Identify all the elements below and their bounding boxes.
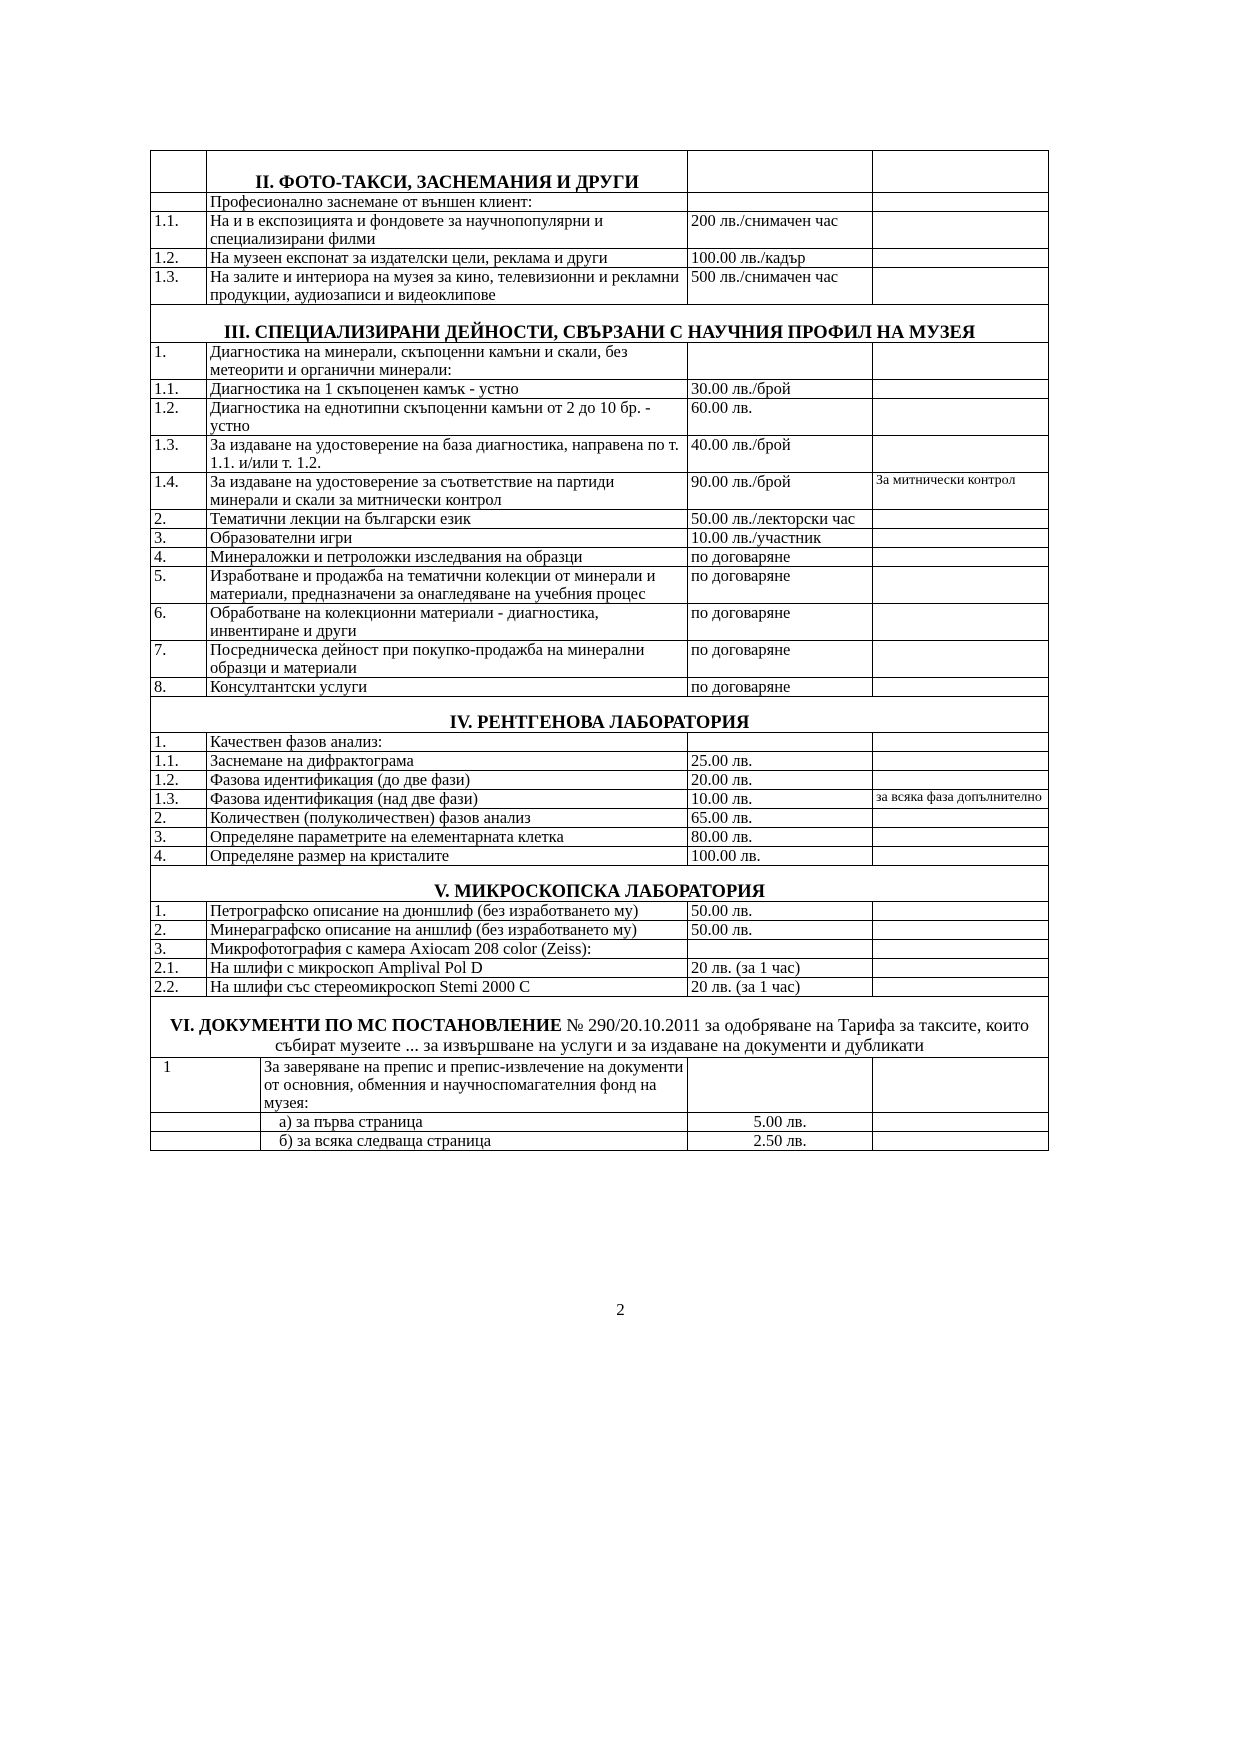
table-row bbox=[151, 641, 1049, 678]
item-price: по договаряне bbox=[688, 548, 873, 567]
item-number: 2. bbox=[151, 809, 207, 828]
table-row bbox=[151, 771, 1049, 790]
item-price: 65.00 лв. bbox=[688, 809, 873, 828]
item-description: Фазова идентификация (до две фази) bbox=[207, 771, 688, 790]
table-row bbox=[151, 733, 1049, 752]
item-price: 5.00 лв. bbox=[688, 1113, 873, 1132]
item-price: 60.00 лв. bbox=[688, 399, 873, 436]
page-number: 2 bbox=[616, 1300, 625, 1319]
empty-cell bbox=[151, 151, 207, 193]
table-row bbox=[151, 399, 1049, 436]
item-description: Минераложки и петроложки изследвания на образци bbox=[207, 548, 688, 567]
table-row bbox=[151, 343, 1049, 380]
item-number: 2.1. bbox=[151, 959, 207, 978]
item-description: а) за първа страница bbox=[261, 1113, 688, 1132]
item-note bbox=[873, 380, 1049, 399]
item-note bbox=[873, 921, 1049, 940]
section-title: V. МИКРОСКОПСКА ЛАБОРАТОРИЯ bbox=[151, 866, 1049, 902]
item-note bbox=[873, 343, 1049, 380]
item-note bbox=[873, 510, 1049, 529]
table-row bbox=[151, 604, 1049, 641]
item-number: 3. bbox=[151, 828, 207, 847]
item-description: Тематични лекции на български език bbox=[207, 510, 688, 529]
item-number: 8. bbox=[151, 678, 207, 697]
section-title-rest: № 290/20.10.2011 за одобряване на Тарифа за таксите, които събират музеите ... за извършване на услуги и за издаване на документи и дубликати bbox=[274, 1015, 1029, 1055]
table-row bbox=[151, 978, 1049, 997]
item-number: 1. bbox=[151, 902, 207, 921]
table-row bbox=[151, 510, 1049, 529]
item-number: 1. bbox=[151, 343, 207, 380]
item-note bbox=[873, 548, 1049, 567]
table-row bbox=[151, 902, 1049, 921]
item-description: Посредническа дейност при покупко-продажба на минерални образци и материали bbox=[207, 641, 688, 678]
table-row bbox=[151, 380, 1049, 399]
item-price: по договаряне bbox=[688, 678, 873, 697]
empty-cell bbox=[873, 1113, 1049, 1132]
item-description: За издаване на удостоверение на база диагностика, направена по т. 1.1. и/или т. 1.2. bbox=[207, 436, 688, 473]
section-header-row bbox=[151, 866, 1049, 902]
item-price: 20 лв. (за 1 час) bbox=[688, 959, 873, 978]
item-description: Диагностика на минерали, скъпоценни камъни и скали, без метеорити и органични минерали: bbox=[207, 343, 688, 380]
section-title bbox=[151, 997, 1049, 1058]
item-number: 2.2. bbox=[151, 978, 207, 997]
item-price: 50.00 лв. bbox=[688, 921, 873, 940]
section-header-row bbox=[151, 305, 1049, 343]
item-note: За митнически контрол bbox=[873, 473, 1049, 510]
item-number: 7. bbox=[151, 641, 207, 678]
table-row bbox=[151, 268, 1049, 305]
item-description: На и в експозицията и фондовете за научнопопулярни и специализирани филми bbox=[207, 212, 688, 249]
item-description: Образователни игри bbox=[207, 529, 688, 548]
section-title-bold: VI. ДОКУМЕНТИ ПО МС ПОСТАНОВЛЕНИЕ bbox=[170, 1015, 562, 1035]
table-row bbox=[151, 567, 1049, 604]
table-row bbox=[151, 828, 1049, 847]
item-number: 1.2. bbox=[151, 771, 207, 790]
item-number: 3. bbox=[151, 940, 207, 959]
item-number: 1 bbox=[151, 1058, 261, 1113]
item-description: На музеен експонат за издателски цели, реклама и други bbox=[207, 249, 688, 268]
item-price: 30.00 лв./брой bbox=[688, 380, 873, 399]
item-number: 1.1. bbox=[151, 380, 207, 399]
item-price bbox=[688, 733, 873, 752]
item-description: Заснемане на дифрактограма bbox=[207, 752, 688, 771]
tariff-table-body bbox=[151, 151, 1049, 1151]
item-price: 10.00 лв./участник bbox=[688, 529, 873, 548]
table-row bbox=[151, 193, 1049, 212]
item-price: 80.00 лв. bbox=[688, 828, 873, 847]
item-description: б) за всяка следваща страница bbox=[261, 1132, 688, 1151]
empty-cell bbox=[151, 193, 207, 212]
table-row bbox=[151, 1058, 1049, 1113]
empty-cell bbox=[688, 1058, 873, 1113]
item-price: 200 лв./снимачен час bbox=[688, 212, 873, 249]
item-note bbox=[873, 678, 1049, 697]
item-number: 4. bbox=[151, 847, 207, 866]
item-price: 25.00 лв. bbox=[688, 752, 873, 771]
table-row bbox=[151, 1132, 1049, 1151]
item-number: 1.3. bbox=[151, 436, 207, 473]
item-description: На шлифи със стереомикроскоп Stemi 2000 C bbox=[207, 978, 688, 997]
table-row bbox=[151, 959, 1049, 978]
item-description: Количествен (полуколичествен) фазов анализ bbox=[207, 809, 688, 828]
section-intro: Професионално заснемане от външен клиент: bbox=[207, 193, 688, 212]
item-note bbox=[873, 399, 1049, 436]
item-description: Качествен фазов анализ: bbox=[207, 733, 688, 752]
item-note bbox=[873, 752, 1049, 771]
item-description: Диагностика на 1 скъпоценен камък - устно bbox=[207, 380, 688, 399]
item-price: 500 лв./снимачен час bbox=[688, 268, 873, 305]
empty-cell bbox=[873, 193, 1049, 212]
item-note bbox=[873, 847, 1049, 866]
item-note bbox=[873, 902, 1049, 921]
item-price: 50.00 лв. bbox=[688, 902, 873, 921]
table-row bbox=[151, 473, 1049, 510]
empty-cell bbox=[873, 1132, 1049, 1151]
item-note bbox=[873, 529, 1049, 548]
table-row bbox=[151, 678, 1049, 697]
table-row bbox=[151, 212, 1049, 249]
table-row bbox=[151, 249, 1049, 268]
empty-cell bbox=[688, 193, 873, 212]
table-row bbox=[151, 847, 1049, 866]
table-row bbox=[151, 752, 1049, 771]
item-number: 1. bbox=[151, 733, 207, 752]
item-price: 2.50 лв. bbox=[688, 1132, 873, 1151]
item-description: Петрографско описание на дюншлиф (без изработването му) bbox=[207, 902, 688, 921]
item-price: 50.00 лв./лекторски час bbox=[688, 510, 873, 529]
item-description: За издаване на удостоверение за съответствие на партиди минерали и скали за митнически контрол bbox=[207, 473, 688, 510]
item-description: Фазова идентификация (над две фази) bbox=[207, 790, 688, 809]
empty-cell bbox=[151, 1113, 261, 1132]
item-price: 20 лв. (за 1 час) bbox=[688, 978, 873, 997]
item-description: Консултантски услуги bbox=[207, 678, 688, 697]
item-description: Минераграфско описание на аншлиф (без изработването му) bbox=[207, 921, 688, 940]
table-row bbox=[151, 436, 1049, 473]
item-number: 1.2. bbox=[151, 249, 207, 268]
item-number: 6. bbox=[151, 604, 207, 641]
item-description: Определяне размер на кристалите bbox=[207, 847, 688, 866]
item-note bbox=[873, 978, 1049, 997]
item-note bbox=[873, 249, 1049, 268]
item-description: Определяне параметрите на елементарната клетка bbox=[207, 828, 688, 847]
tariff-table bbox=[150, 150, 1049, 1151]
item-number: 5. bbox=[151, 567, 207, 604]
item-description: Изработване и продажба на тематични колекции от минерали и материали, предназначени за онагледяване на учебния процес bbox=[207, 567, 688, 604]
item-number: 2. bbox=[151, 510, 207, 529]
section-title: III. СПЕЦИАЛИЗИРАНИ ДЕЙНОСТИ, СВЪРЗАНИ С НАУЧНИЯ ПРОФИЛ НА МУЗЕЯ bbox=[151, 305, 1049, 343]
item-note bbox=[873, 268, 1049, 305]
item-number: 3. bbox=[151, 529, 207, 548]
item-note bbox=[873, 733, 1049, 752]
item-number: 2. bbox=[151, 921, 207, 940]
item-number: 1.1. bbox=[151, 752, 207, 771]
item-price bbox=[688, 940, 873, 959]
empty-cell bbox=[151, 1132, 261, 1151]
item-note bbox=[873, 641, 1049, 678]
item-description: Микрофотография с камера Axiocam 208 color (Zeiss): bbox=[207, 940, 688, 959]
item-description: Диагностика на еднотипни скъпоценни камъни от 2 до 10 бр. - устно bbox=[207, 399, 688, 436]
table-row bbox=[151, 940, 1049, 959]
item-price: 100.00 лв. bbox=[688, 847, 873, 866]
item-number: 1.4. bbox=[151, 473, 207, 510]
table-row bbox=[151, 809, 1049, 828]
table-row bbox=[151, 921, 1049, 940]
item-price: 20.00 лв. bbox=[688, 771, 873, 790]
tariff-document bbox=[150, 150, 1048, 1151]
item-description: На залите и интериора на музея за кино, телевизионни и рекламни продукции, аудиозаписи и видеоклипове bbox=[207, 268, 688, 305]
table-row bbox=[151, 529, 1049, 548]
item-price: по договаряне bbox=[688, 604, 873, 641]
item-note bbox=[873, 959, 1049, 978]
section-header-row bbox=[151, 697, 1049, 733]
item-price: 90.00 лв./брой bbox=[688, 473, 873, 510]
empty-cell bbox=[873, 1058, 1049, 1113]
item-number: 4. bbox=[151, 548, 207, 567]
item-note bbox=[873, 567, 1049, 604]
item-price: 100.00 лв./кадър bbox=[688, 249, 873, 268]
table-row bbox=[151, 548, 1049, 567]
item-price: по договаряне bbox=[688, 641, 873, 678]
item-note bbox=[873, 809, 1049, 828]
empty-cell bbox=[873, 151, 1049, 193]
item-number: 1.1. bbox=[151, 212, 207, 249]
item-price: по договаряне bbox=[688, 567, 873, 604]
item-price bbox=[688, 343, 873, 380]
item-number: 1.3. bbox=[151, 790, 207, 809]
section-title: IV. РЕНТГЕНОВА ЛАБОРАТОРИЯ bbox=[151, 697, 1049, 733]
item-description: Обработване на колекционни материали - диагностика, инвентиране и други bbox=[207, 604, 688, 641]
item-number: 1.3. bbox=[151, 268, 207, 305]
section-header-row bbox=[151, 151, 1049, 193]
item-note bbox=[873, 212, 1049, 249]
item-note: за всяка фаза допълнително bbox=[873, 790, 1049, 809]
empty-cell bbox=[688, 151, 873, 193]
table-row bbox=[151, 1113, 1049, 1132]
section-title: II. ФОТО-ТАКСИ, ЗАСНЕМАНИЯ И ДРУГИ bbox=[207, 151, 688, 193]
table-row bbox=[151, 790, 1049, 809]
item-price: 40.00 лв./брой bbox=[688, 436, 873, 473]
item-description: На шлифи с микроскоп Amplival Pol D bbox=[207, 959, 688, 978]
item-note bbox=[873, 436, 1049, 473]
item-note bbox=[873, 604, 1049, 641]
item-number: 1.2. bbox=[151, 399, 207, 436]
item-note bbox=[873, 940, 1049, 959]
item-description: За заверяване на препис и препис-извлечение на документи от основния, обменния и научноспомагателния фонд на музея: bbox=[261, 1058, 688, 1113]
section-header-row bbox=[151, 997, 1049, 1058]
item-note bbox=[873, 828, 1049, 847]
item-note bbox=[873, 771, 1049, 790]
item-price: 10.00 лв. bbox=[688, 790, 873, 809]
